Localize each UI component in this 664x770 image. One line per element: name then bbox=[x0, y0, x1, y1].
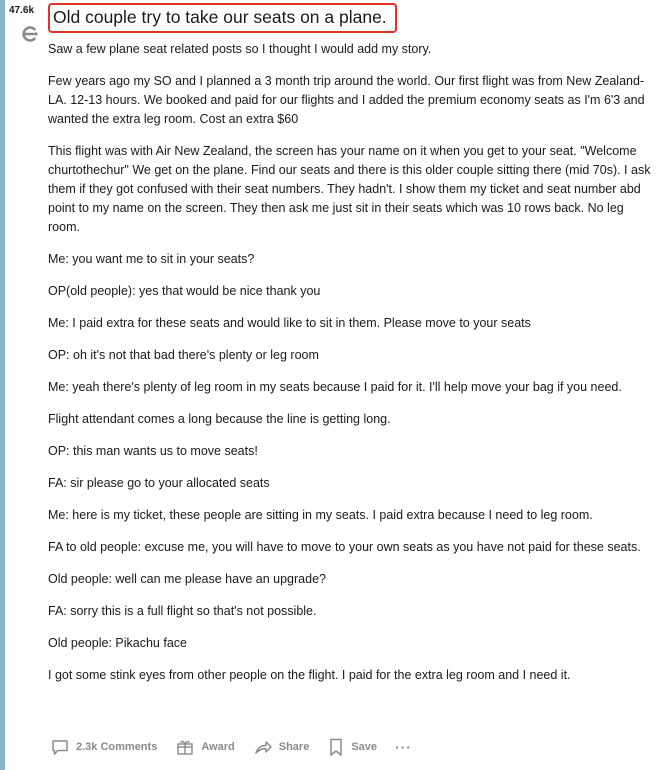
post-content bbox=[48, 0, 656, 698]
comments-button[interactable] bbox=[50, 737, 157, 757]
post-body bbox=[48, 40, 656, 685]
vote-count: 47.6k bbox=[9, 5, 35, 16]
body-paragraph: OP: this man wants us to move seats! bbox=[48, 444, 258, 458]
body-paragraph: Saw a few plane seat related posts so I thought I would add my story. bbox=[48, 42, 432, 56]
vote-column bbox=[6, 0, 42, 770]
body-paragraph: Flight attendant comes a long because the line is getting long. bbox=[48, 412, 391, 426]
share-label: Share bbox=[278, 741, 310, 753]
body-paragraph: This flight was with Air New Zealand, the screen has your name on it when you get to your seat. "Welcome churtothechur" We get on the plane. Find our seats and there is this older couple sitting there (mid 70s). I ask them if they got confused with their seat numbers. They hadn't. I show them my ticket and seat number abd point to my name on the screen. They then ask me just sit in their seats which was 10 rows back. No leg room. bbox=[48, 144, 651, 234]
award-button[interactable] bbox=[175, 737, 234, 757]
body-paragraph: Me: I paid extra for these seats and would like to sit in them. Please move to your seats bbox=[48, 316, 531, 330]
title-highlight bbox=[48, 3, 397, 33]
award-label: Award bbox=[201, 741, 235, 753]
community-icon[interactable] bbox=[19, 23, 41, 45]
share-arrow-icon bbox=[253, 737, 273, 757]
body-paragraph: FA: sir please go to your allocated seats bbox=[48, 476, 270, 490]
body-paragraph: Me: you want me to sit in your seats? bbox=[48, 252, 255, 266]
body-paragraph: FA: sorry this is a full flight so that's not possible. bbox=[48, 604, 317, 618]
body-paragraph: Me: yeah there's plenty of leg room in my seats because I paid for it. I'll help move your bag if you need. bbox=[48, 380, 622, 394]
comment-icon bbox=[50, 737, 70, 757]
save-label: Save bbox=[351, 741, 378, 753]
save-button[interactable] bbox=[327, 737, 377, 757]
share-button[interactable] bbox=[253, 737, 310, 757]
body-paragraph: FA to old people: excuse me, you will have to move to your own seats as you have not paid for these seats. bbox=[48, 540, 641, 554]
body-paragraph: Old people: well can me please have an upgrade? bbox=[48, 572, 326, 586]
bookmark-icon bbox=[327, 737, 345, 757]
thread-line[interactable] bbox=[0, 0, 5, 770]
more-dots-icon[interactable]: ··· bbox=[395, 739, 413, 755]
body-paragraph: OP(old people): yes that would be nice thank you bbox=[48, 284, 321, 298]
body-paragraph: Old people: Pikachu face bbox=[48, 636, 187, 650]
post-action-bar bbox=[50, 736, 412, 758]
body-paragraph: Me: here is my ticket, these people are sitting in my seats. I paid extra because I need to leg room. bbox=[48, 508, 593, 522]
body-paragraph: I got some stink eyes from other people on the flight. I paid for the extra leg room and I need it. bbox=[48, 668, 571, 682]
body-paragraph: Few years ago my SO and I planned a 3 month trip around the world. Our first flight was from New Zealand-LA. 12-13 hours. We booked and paid for our flights and I added the premium economy seats as I'm 6'3 and wanted the extra leg room. Cost an extra $60 bbox=[48, 74, 645, 126]
comments-label: 2.3k Comments bbox=[76, 741, 158, 753]
gift-icon bbox=[175, 737, 195, 757]
post-title[interactable]: Old couple try to take our seats on a plane. bbox=[53, 7, 387, 27]
body-paragraph: OP: oh it's not that bad there's plenty or leg room bbox=[48, 348, 319, 362]
